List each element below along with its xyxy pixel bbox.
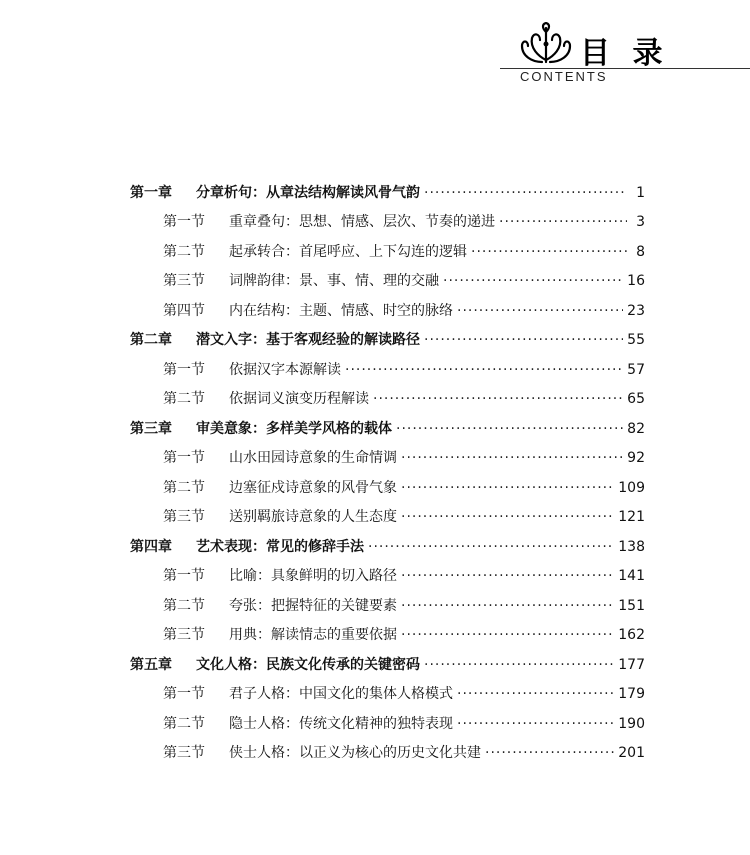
page-number: 109: [618, 479, 645, 496]
section-label: 第三节: [163, 745, 205, 761]
dot-leader: [401, 449, 623, 467]
section-title: 比喻：具象鲜明的切入路径: [229, 568, 397, 584]
section-title: 词牌韵律：景、事、情、理的交融: [229, 273, 439, 289]
section-label: 第一节: [163, 450, 205, 466]
section-label: 第三节: [163, 273, 205, 289]
page-subtitle: CONTENTS: [520, 69, 608, 84]
chapter-title: 审美意象：多样美学风格的载体: [196, 420, 392, 437]
dot-leader: [424, 184, 627, 202]
toc-section-row[interactable]: [130, 556, 645, 586]
section-title: 边塞征戍诗意象的风骨气象: [229, 479, 397, 496]
page-number: 3: [636, 214, 645, 230]
section-title: 山水田园诗意象的生命情调: [229, 450, 397, 466]
dot-leader: [457, 302, 623, 320]
section-label: 第三节: [163, 627, 205, 643]
page-number: 1: [636, 184, 645, 201]
toc-chapter-row[interactable]: [130, 526, 645, 556]
page-number: 57: [627, 361, 645, 378]
dot-leader: [345, 361, 623, 379]
section-title: 隐士人格：传统文化精神的独特表现: [229, 715, 453, 732]
dot-leader: [471, 243, 627, 261]
dot-leader: [401, 597, 614, 615]
section-title: 送别羁旅诗意象的人生态度: [229, 509, 397, 525]
chapter-title: 文化人格：民族文化传承的关键密码: [196, 656, 420, 673]
page-number: 23: [627, 302, 645, 319]
dot-leader: [457, 685, 614, 703]
table-of-contents: [130, 172, 645, 762]
section-label: 第一节: [163, 568, 205, 584]
page-title: 目 录: [580, 36, 669, 71]
section-label: 第二节: [163, 243, 205, 260]
floral-ornament-icon: [518, 22, 574, 66]
section-label: 第二节: [163, 391, 205, 407]
toc-section-row[interactable]: [130, 231, 645, 261]
toc-section-row[interactable]: [130, 733, 645, 763]
page-number: 65: [627, 391, 645, 407]
dot-leader: [368, 538, 614, 556]
dot-leader: [424, 656, 614, 674]
toc-section-row[interactable]: [130, 674, 645, 704]
page-number: 138: [618, 538, 645, 555]
section-title: 重章叠句：思想、情感、层次、节奏的递进: [229, 214, 495, 230]
toc-section-row[interactable]: [130, 467, 645, 497]
dot-leader: [401, 479, 614, 497]
section-title: 用典：解读情志的重要依据: [229, 627, 397, 643]
section-title: 依据词义演变历程解读: [229, 391, 369, 407]
toc-section-row[interactable]: [130, 497, 645, 527]
page-number: 8: [636, 243, 645, 260]
page-number: 16: [627, 273, 645, 289]
toc-section-row[interactable]: [130, 703, 645, 733]
toc-section-row[interactable]: [130, 615, 645, 645]
toc-section-row[interactable]: [130, 202, 645, 232]
dot-leader: [424, 331, 623, 349]
section-label: 第二节: [163, 479, 205, 496]
toc-section-row[interactable]: [130, 438, 645, 468]
toc-chapter-row[interactable]: [130, 320, 645, 350]
page-number: 55: [627, 332, 645, 348]
page-number: 179: [618, 686, 645, 702]
chapter-title: 艺术表现：常见的修辞手法: [196, 538, 364, 555]
toc-chapter-row[interactable]: [130, 408, 645, 438]
toc-section-row[interactable]: [130, 379, 645, 409]
section-title: 起承转合：首尾呼应、上下勾连的逻辑: [229, 243, 467, 260]
dot-leader: [396, 420, 623, 438]
page-number: 201: [618, 745, 645, 761]
dot-leader: [485, 744, 614, 762]
page-number: 190: [618, 715, 645, 732]
toc-section-row[interactable]: [130, 585, 645, 615]
section-label: 第一节: [163, 361, 205, 378]
page-number: 92: [627, 450, 645, 466]
section-label: 第三节: [163, 509, 205, 525]
chapter-label: 第三章: [130, 420, 172, 437]
dot-leader: [401, 567, 614, 585]
dot-leader: [401, 626, 614, 644]
dot-leader: [373, 390, 623, 408]
page-number: 151: [618, 597, 645, 614]
section-label: 第二节: [163, 597, 205, 614]
dot-leader: [457, 715, 614, 733]
section-label: 第一节: [163, 686, 205, 702]
toc-chapter-row[interactable]: [130, 644, 645, 674]
section-title: 侠士人格：以正义为核心的历史文化共建: [229, 745, 481, 761]
page-header: [500, 18, 750, 88]
toc-section-row[interactable]: [130, 290, 645, 320]
toc-section-row[interactable]: [130, 261, 645, 291]
dot-leader: [443, 272, 623, 290]
section-title: 夸张：把握特征的关键要素: [229, 597, 397, 614]
section-label: 第四节: [163, 302, 205, 319]
chapter-label: 第二章: [130, 332, 172, 348]
page-number: 82: [627, 420, 645, 437]
chapter-label: 第一章: [130, 184, 172, 201]
chapter-label: 第四章: [130, 538, 172, 555]
section-title: 依据汉字本源解读: [229, 361, 341, 378]
chapter-title: 分章析句：从章法结构解读风骨气韵: [196, 184, 420, 201]
dot-leader: [499, 213, 627, 231]
chapter-label: 第五章: [130, 656, 172, 673]
chapter-title: 潜文入字：基于客观经验的解读路径: [196, 332, 420, 348]
section-label: 第二节: [163, 715, 205, 732]
toc-chapter-row[interactable]: [130, 172, 645, 202]
page-number: 121: [618, 509, 645, 525]
page-number: 141: [618, 568, 645, 584]
section-title: 君子人格：中国文化的集体人格模式: [229, 686, 453, 702]
page-number: 177: [618, 656, 645, 673]
page-number: 162: [618, 627, 645, 643]
section-label: 第一节: [163, 214, 205, 230]
toc-section-row[interactable]: [130, 349, 645, 379]
section-title: 内在结构：主题、情感、时空的脉络: [229, 302, 453, 319]
dot-leader: [401, 508, 614, 526]
